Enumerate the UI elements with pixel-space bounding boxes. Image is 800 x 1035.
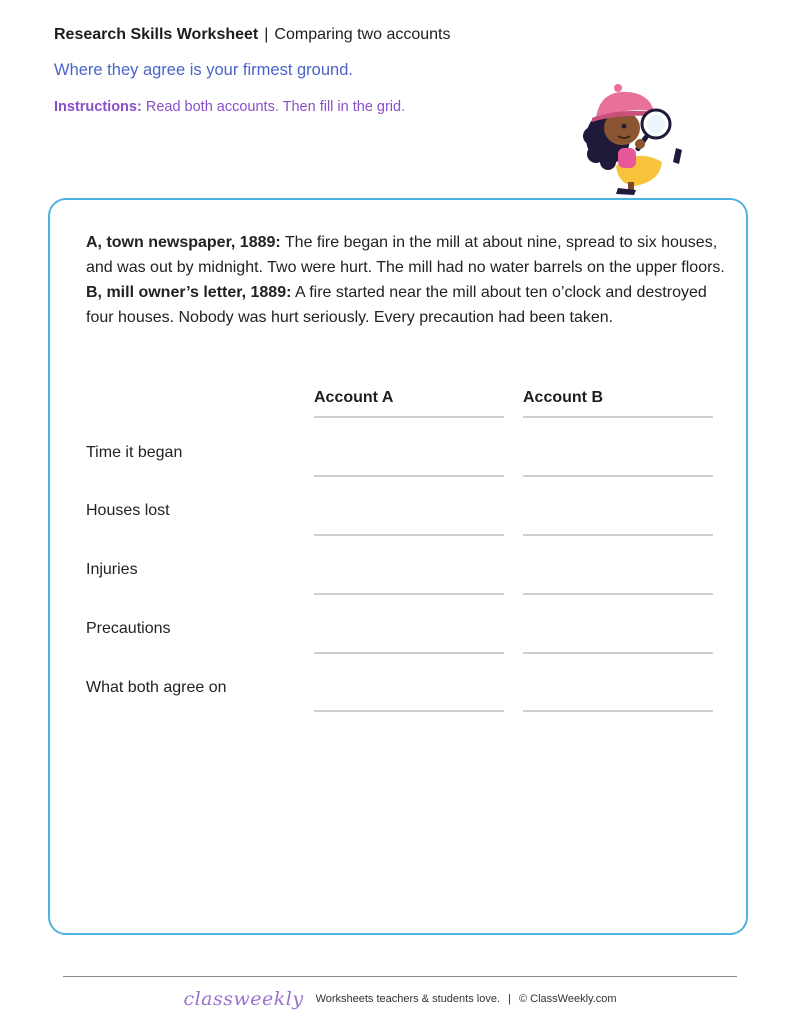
detective-girl-magnifier-icon [578, 78, 688, 196]
column-header-account-a: Account A [314, 389, 394, 406]
instructions-label: Instructions: [54, 99, 142, 115]
instructions-text: Read both accounts. Then fill in the grid. [145, 99, 406, 115]
answer-line-a-time[interactable] [314, 475, 504, 477]
account-a-text: The fire began in the mill at about nine, spread to six houses, and was out by midnight. Two were hurt. The mill had no water barrels on the upper floors. [86, 234, 725, 276]
answer-line-b-injuries[interactable] [523, 593, 713, 595]
row-label-precautions: Precautions [86, 620, 171, 637]
answer-line-b-agree[interactable] [523, 710, 713, 712]
footer-tagline: Worksheets teachers & students love. [315, 993, 501, 1005]
footer-copyright: © ClassWeekly.com [519, 993, 617, 1005]
header-underline-b [523, 416, 713, 418]
row-label-injuries: Injuries [86, 561, 138, 578]
header-separator: | [264, 26, 269, 43]
answer-line-a-agree[interactable] [314, 710, 504, 712]
answer-line-b-time[interactable] [523, 475, 713, 477]
row-label-houses-lost: Houses lost [86, 502, 170, 519]
subtitle: Where they agree is your firmest ground. [54, 61, 353, 79]
header-underline-a [314, 416, 504, 418]
worksheet-title: Research Skills Worksheet [54, 26, 259, 43]
account-a-paragraph [86, 230, 726, 280]
answer-line-a-precautions[interactable] [314, 652, 504, 654]
row-label-agree: What both agree on [86, 679, 227, 696]
column-header-account-b: Account B [523, 389, 603, 406]
account-b-source: B, mill owner’s letter, 1889: [86, 284, 292, 301]
instructions [54, 99, 405, 115]
answer-line-a-houses[interactable] [314, 534, 504, 536]
account-a-source: A, town newspaper, 1889: [86, 234, 281, 251]
row-label-time-began: Time it began [86, 444, 183, 461]
answer-line-a-injuries[interactable] [314, 593, 504, 595]
worksheet-topic: Comparing two accounts [274, 26, 451, 43]
footer-divider [63, 976, 737, 977]
account-b-paragraph [86, 280, 726, 330]
footer [0, 988, 800, 1010]
account-b-text: A fire started near the mill about ten o’clock and destroyed four houses. Nobody was hurt seriously. Every precaution had been taken. [86, 284, 707, 326]
brand-logo: classweekly [183, 988, 304, 1010]
accounts-passage [86, 230, 726, 330]
footer-separator: | [508, 993, 511, 1005]
answer-line-b-precautions[interactable] [523, 652, 713, 654]
worksheet-header [54, 26, 451, 44]
answer-line-b-houses[interactable] [523, 534, 713, 536]
